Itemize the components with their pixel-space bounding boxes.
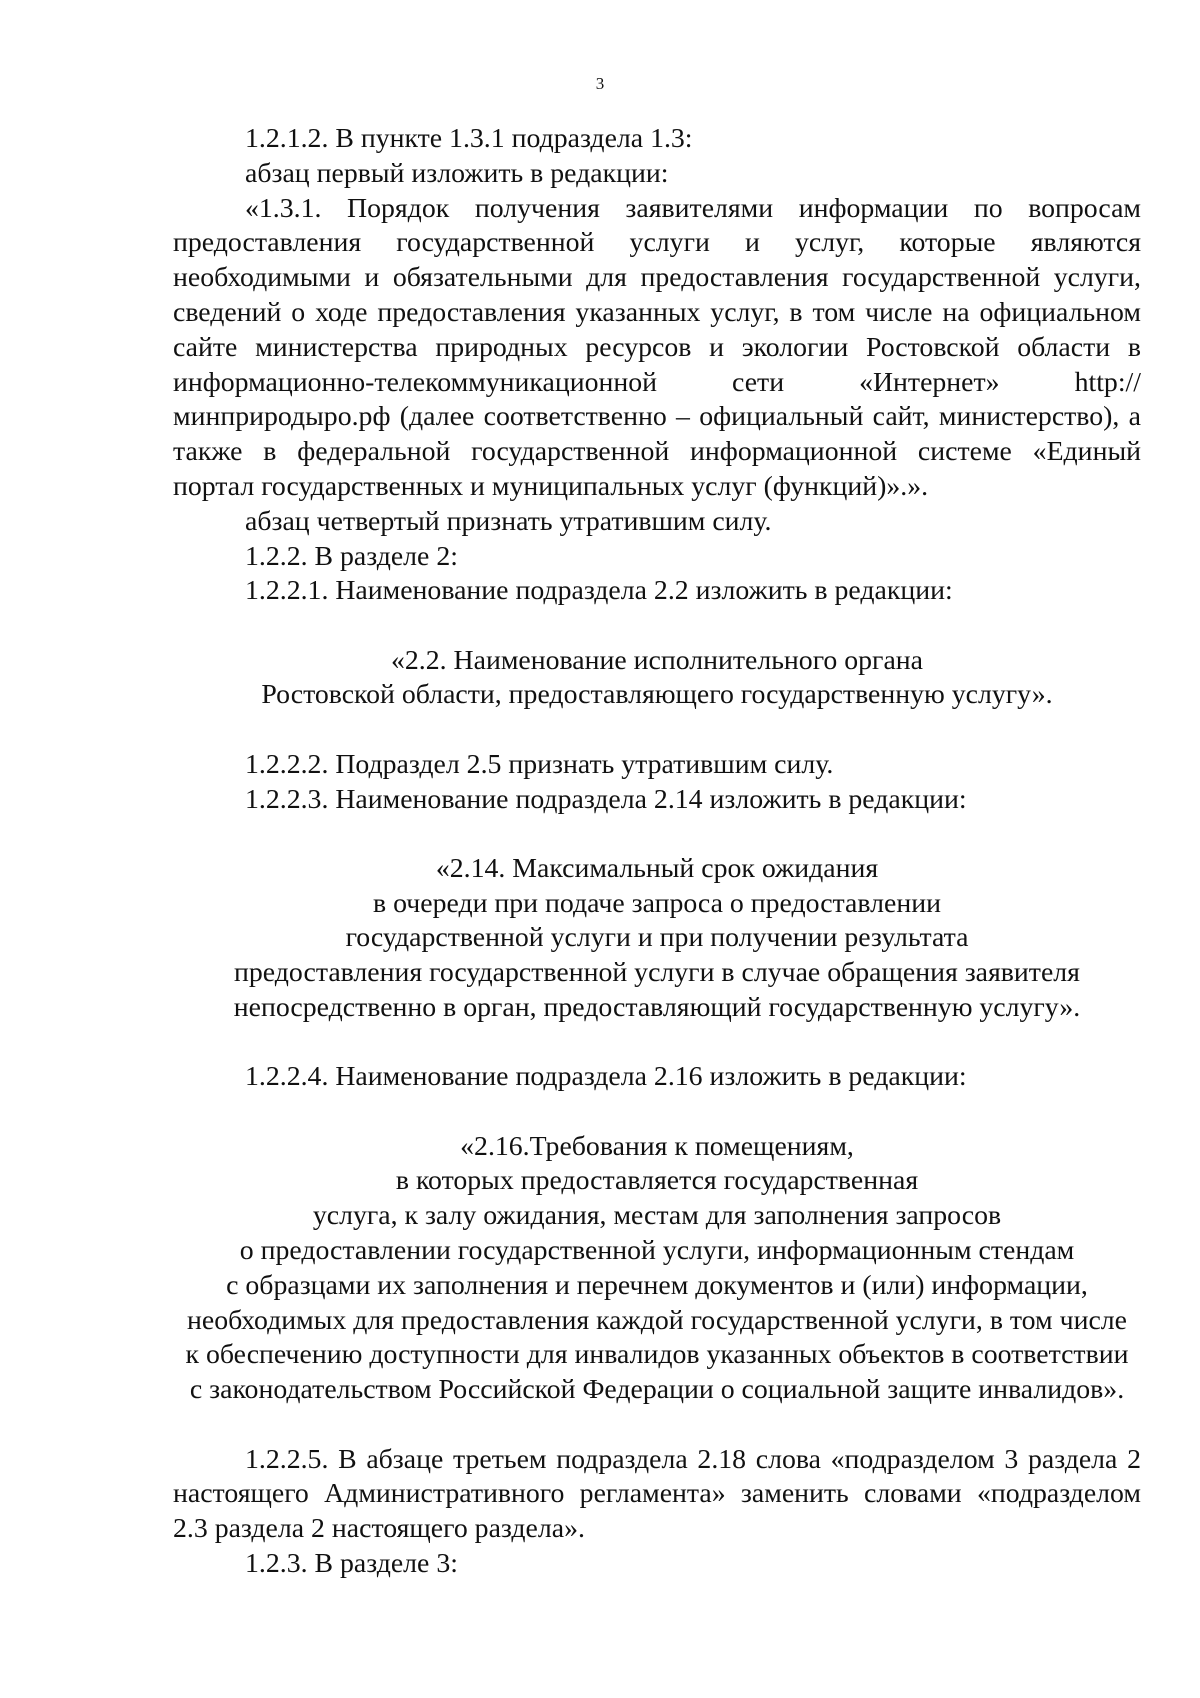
paragraph-1-2-2-1: 1.2.2.1. Наименование подраздела 2.2 изложить в редакции:: [245, 575, 953, 607]
paragraph-1-2-3: 1.2.3. В разделе 3:: [245, 1547, 458, 1579]
spacer: [173, 1408, 1141, 1443]
heading-line: предоставления государственной услуги в случае обращения заявителя: [234, 957, 1080, 989]
heading-line: «2.2. Наименование исполнительного органа: [390, 644, 924, 676]
heading-line: к обеспечению доступности для инвалидов указанных объектов в соответствии: [185, 1339, 1129, 1371]
paragraph-fourth-abzac: абзац четвертый признать утратившим силу.: [245, 505, 772, 537]
paragraph-first-abzac: абзац первый изложить в редакции:: [245, 157, 669, 189]
heading-line: государственной услуги и при получении результата: [345, 922, 969, 954]
document-body: [173, 122, 1141, 1582]
heading-2-16: [173, 1130, 1141, 1408]
spacer: [173, 1026, 1141, 1061]
heading-line: «2.14. Максимальный срок ожидания: [435, 852, 879, 884]
page-number: 3: [595, 74, 605, 93]
heading-line: с законодательством Российской Федерации о социальной защите инвалидов».: [189, 1374, 1125, 1406]
paragraph-1-2-2-2: 1.2.2.2. Подраздел 2.5 признать утратившим силу.: [245, 748, 834, 780]
heading-2-14: [173, 852, 1141, 1026]
heading-line: Ростовской области, предоставляющего государственную услугу».: [261, 679, 1053, 711]
heading-line: о предоставлении государственной услуги, информационным стендам: [239, 1235, 1075, 1267]
heading-line: «2.16.Требования к помещениям,: [460, 1130, 854, 1162]
spacer: [173, 713, 1141, 748]
heading-line: в которых предоставляется государственная: [395, 1165, 919, 1197]
paragraph-1-2-2-4: 1.2.2.4. Наименование подраздела 2.16 изложить в редакции:: [245, 1061, 967, 1093]
paragraph-1-2-2-3: 1.2.2.3. Наименование подраздела 2.14 изложить в редакции:: [245, 783, 967, 815]
heading-line: необходимых для предоставления каждой государственной услуги, в том числе: [186, 1304, 1127, 1336]
heading-line: непосредственно в орган, предоставляющий государственную услугу».: [233, 992, 1081, 1024]
spacer: [173, 817, 1141, 852]
spacer: [173, 609, 1141, 644]
paragraph-1-2-2: 1.2.2. В разделе 2:: [245, 540, 458, 572]
heading-line: услуга, к залу ожидания, местам для заполнения запросов: [312, 1200, 1002, 1232]
heading-line: с образцами их заполнения и перечнем документов и (или) информации,: [226, 1269, 1088, 1301]
paragraph-1-2-2-5: 1.2.2.5. В абзаце третьем подраздела 2.18 слова «подразделом 3 раздела 2 настоящего Административного регламента» заменить словами «подразделом 2.3 раздела 2 настоящего раздела».: [173, 1443, 1141, 1545]
paragraph-1-2-1-2: 1.2.1.2. В пункте 1.3.1 подраздела 1.3:: [245, 123, 693, 154]
paragraph-1-3-1-text: «1.3.1. Порядок получения заявителями информации по вопросам предоставления государственной услуги и услуг, которые являются необходимыми и обязательными для предоставления государственной услуги, сведений о ходе предоставления указанных услуг, в том числе на официальном сайте министерства природных ресурсов и экологии Ростовской области в информационно-телекоммуникационной сети «Интернет» http://минприродыро.рф (далее соответственно – официальный сайт, министерство), а также в федеральной государственной информационной системе «Единый портал государственных и муниципальных услуг (функций)».».: [173, 192, 1141, 502]
heading-line: в очереди при подаче запроса о предоставлении: [373, 887, 941, 919]
spacer: [173, 1095, 1141, 1130]
heading-2-2: [173, 644, 1141, 714]
